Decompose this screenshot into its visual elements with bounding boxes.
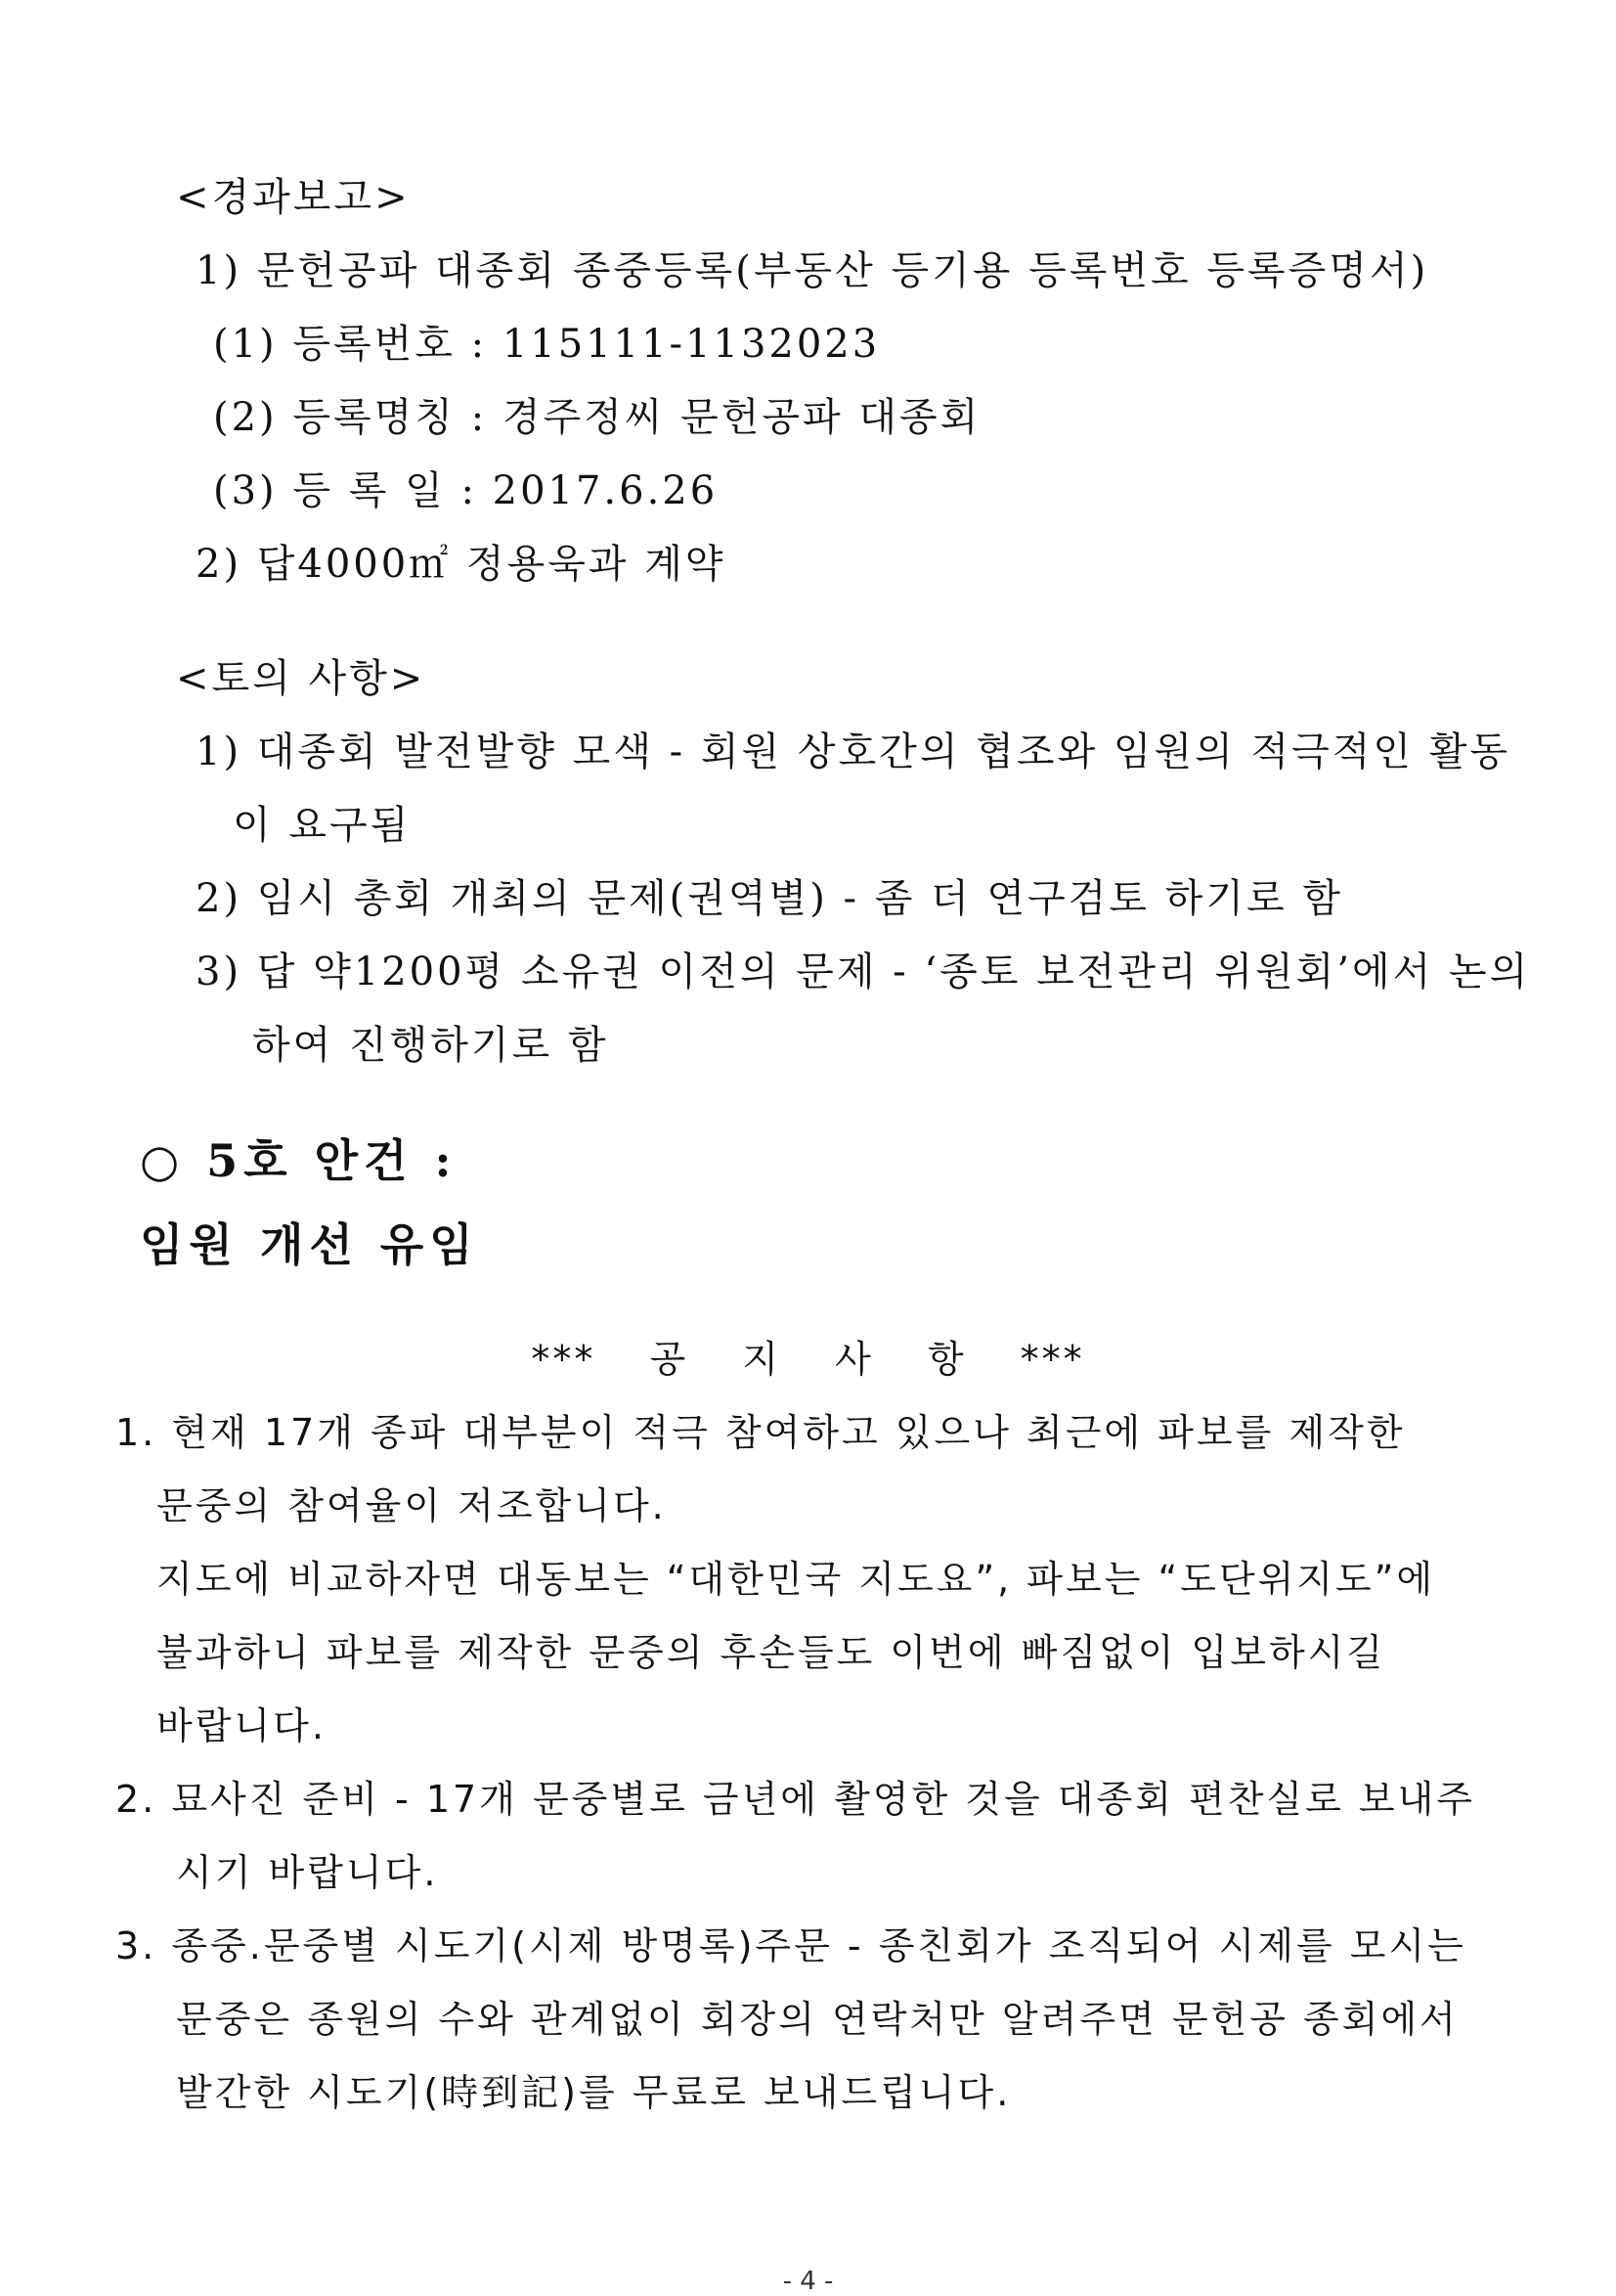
agenda-5-title: ○ 5호 안건 : bbox=[140, 1134, 458, 1187]
discussion-item-3-continued: 하여 진행하기로 함 bbox=[252, 1023, 609, 1068]
notice-2-line-1: 2. 묘사진 준비 - 17개 문중별로 금년에 촬영한 것을 대종회 편찬실로 보내주 bbox=[115, 1778, 1476, 1821]
notice-3-line-1: 3. 종중.문중별 시도기(시제 방명록)주문 - 종친회가 조직되어 시제를 모시는 bbox=[115, 1924, 1466, 1967]
notice-1-line-5: 바랍니다. bbox=[156, 1704, 327, 1747]
discussion-item-1-continued: 이 요구됨 bbox=[233, 803, 412, 848]
notice-3-line-3: 발간한 시도기(時到記)를 무료로 보내드립니다. bbox=[176, 2071, 1012, 2114]
discussion-item-1: 1) 대종회 발전발향 모색 - 회원 상호간의 협조와 임원의 적극적인 활동 bbox=[196, 729, 1510, 774]
progress-report-heading: <경과보고> bbox=[176, 175, 411, 220]
discussion-item-2: 2) 임시 총회 개최의 문제(권역별) - 좀 더 연구검토 하기로 함 bbox=[196, 876, 1344, 921]
progress-item-2: 2) 답4000㎡ 정용욱과 계약 bbox=[196, 542, 726, 587]
registration-date: (3) 등 록 일 : 2017.6.26 bbox=[213, 468, 719, 513]
registration-number: (1) 등록번호 : 115111-1132023 bbox=[213, 322, 881, 367]
notice-2-line-2: 시기 바랍니다. bbox=[176, 1851, 439, 1894]
notice-1-line-3: 지도에 비교하자면 대동보는 “대한민국 지도요”, 파보는 “도단위지도”에 bbox=[156, 1558, 1436, 1601]
discussion-heading: <토의 사항> bbox=[176, 656, 426, 701]
notice-3-line-2: 문중은 종원의 수와 관계없이 회장의 연락처만 알려주면 문헌공 종회에서 bbox=[176, 1998, 1459, 2041]
discussion-item-3: 3) 답 약1200평 소유권 이전의 문제 - ‘종토 보전관리 위원회’에서 논의 bbox=[196, 949, 1531, 994]
page-number: - 4 - bbox=[782, 2267, 834, 2296]
notice-1-line-4: 불과하니 파보를 제작한 문중의 후손들도 이번에 빠짐없이 입보하시길 bbox=[156, 1631, 1386, 1674]
notice-1-line-1: 1. 현재 17개 종파 대부분이 적극 참여하고 있으나 최근에 파보를 제작한 bbox=[115, 1411, 1406, 1454]
notice-title: *** 공 지 사 항 *** bbox=[531, 1338, 1085, 1381]
registration-name: (2) 등록명칭 : 경주정씨 문헌공파 대종회 bbox=[213, 395, 982, 440]
progress-item-1: 1) 문헌공파 대종회 종중등록(부동산 등기용 등록번호 등록증명서) bbox=[196, 248, 1429, 293]
agenda-5-subtitle: 임원 개선 유임 bbox=[140, 1218, 479, 1271]
notice-1-line-2: 문중의 참여율이 저조합니다. bbox=[156, 1484, 667, 1527]
